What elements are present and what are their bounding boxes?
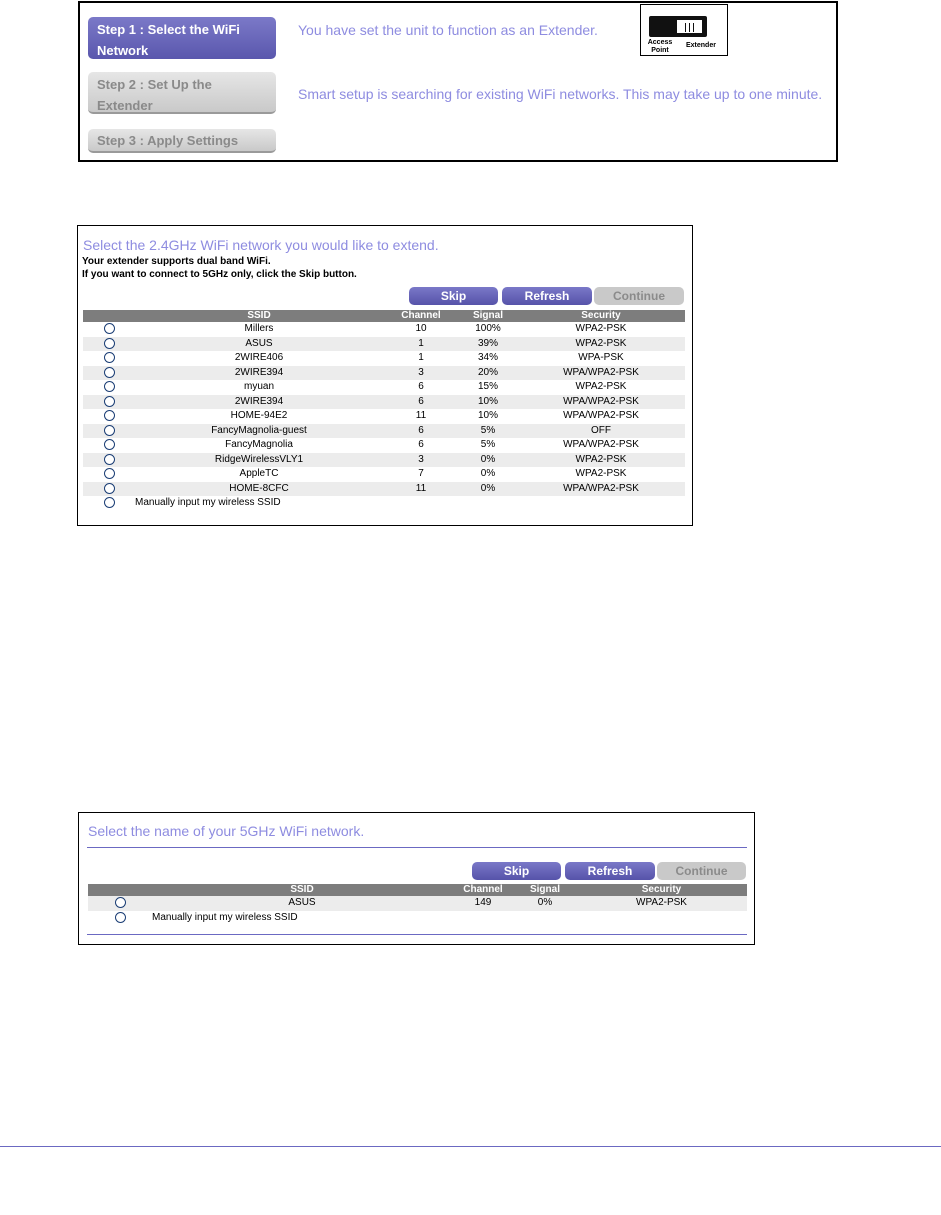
signal-cell: 34% <box>477 352 498 364</box>
signal-cell: 0% <box>480 468 496 480</box>
col-security: Security <box>576 884 747 896</box>
network-table-24ghz <box>83 310 685 511</box>
switch-label-access-point: Access Point <box>647 39 673 54</box>
radio-button[interactable] <box>104 439 115 450</box>
table-row[interactable] <box>83 366 685 381</box>
channel-cell: 3 <box>383 366 459 381</box>
table-row[interactable] <box>83 467 685 482</box>
signal-cell: 0% <box>459 482 517 497</box>
security-cell: WPA-PSK <box>578 352 624 364</box>
security-cell: WPA2-PSK <box>517 453 685 468</box>
panel-5-title: Select the name of your 5GHz WiFi network. <box>88 823 365 839</box>
ssid-cell: HOME-94E2 <box>230 410 288 422</box>
continue-button[interactable]: Continue <box>594 287 684 305</box>
radio-button[interactable] <box>104 410 115 421</box>
table-row[interactable] <box>83 482 685 497</box>
radio-button[interactable] <box>104 352 115 363</box>
channel-cell: 7 <box>418 468 424 480</box>
signal-cell: 10% <box>477 410 498 422</box>
col-channel: Channel <box>383 310 459 322</box>
table-row[interactable] <box>83 438 685 453</box>
channel-cell: 3 <box>383 453 459 468</box>
col-ssid: SSID <box>135 310 383 322</box>
ssid-cell: RidgeWirelessVLY1 <box>135 453 383 468</box>
divider <box>87 847 747 848</box>
radio-button[interactable] <box>104 454 115 465</box>
table-row[interactable] <box>83 395 685 410</box>
refresh-button[interactable]: Refresh <box>565 862 655 880</box>
ssid-cell: myuan <box>243 381 274 393</box>
skip-button[interactable]: Skip <box>472 862 561 880</box>
radio-button[interactable] <box>104 497 115 508</box>
col-signal: Signal <box>514 884 576 896</box>
security-cell: WPA/WPA2-PSK <box>517 395 685 410</box>
ssid-cell: HOME-8CFC <box>135 482 383 497</box>
panel-24-title: Select the 2.4GHz WiFi network you would like to extend. <box>83 237 439 253</box>
radio-button[interactable] <box>104 367 115 378</box>
security-cell: WPA2-PSK <box>575 468 627 480</box>
table-row[interactable] <box>88 896 747 911</box>
security-cell: WPA2-PSK <box>517 337 685 352</box>
security-cell: WPA/WPA2-PSK <box>517 366 685 381</box>
radio-button[interactable] <box>115 897 126 908</box>
table-row[interactable] <box>83 380 685 395</box>
channel-cell: 11 <box>383 482 459 497</box>
ssid-cell: 2WIRE394 <box>135 395 383 410</box>
signal-cell: 5% <box>480 439 496 451</box>
channel-cell: 6 <box>418 381 424 393</box>
table-header <box>83 310 685 322</box>
channel-cell: 149 <box>452 896 514 911</box>
ssid-cell: FancyMagnolia <box>225 439 293 451</box>
channel-cell: 6 <box>383 424 459 439</box>
setup-steps-panel <box>78 1 838 162</box>
ssid-cell: FancyMagnolia-guest <box>135 424 383 439</box>
ssid-cell: AppleTC <box>239 468 279 480</box>
channel-cell: 1 <box>383 337 459 352</box>
footer-divider <box>0 1146 941 1147</box>
security-cell: WPA2-PSK <box>576 896 747 911</box>
step-3-button[interactable] <box>88 129 276 153</box>
mode-switch-image <box>640 4 728 56</box>
table-row[interactable] <box>83 409 685 424</box>
radio-button[interactable] <box>115 912 126 923</box>
skip-note: If you want to connect to 5GHz only, click the Skip button. <box>82 269 357 280</box>
channel-cell: 1 <box>418 352 424 364</box>
table-row[interactable] <box>83 453 685 468</box>
security-cell: WPA2-PSK <box>575 323 627 335</box>
signal-cell: 100% <box>475 323 501 335</box>
col-signal: Signal <box>459 310 517 322</box>
ssid-cell: 2WIRE406 <box>234 352 284 364</box>
channel-cell: 11 <box>415 410 427 422</box>
col-ssid: SSID <box>152 884 452 896</box>
ssid-cell: Millers <box>244 323 274 335</box>
security-cell: WPA/WPA2-PSK <box>563 439 639 451</box>
step-2-button[interactable] <box>88 72 276 114</box>
step-3-label: Step 3 : Apply Settings <box>97 133 239 148</box>
signal-cell: 0% <box>459 453 517 468</box>
security-cell: WPA/WPA2-PSK <box>563 410 639 422</box>
channel-cell: 6 <box>383 395 459 410</box>
signal-cell: 15% <box>477 381 498 393</box>
refresh-button[interactable]: Refresh <box>502 287 592 305</box>
radio-button[interactable] <box>104 468 115 479</box>
band-5ghz-panel <box>78 812 755 945</box>
signal-cell: 5% <box>459 424 517 439</box>
channel-cell: 10 <box>415 323 427 335</box>
radio-button[interactable] <box>104 323 115 334</box>
table-row[interactable] <box>83 337 685 352</box>
radio-button[interactable] <box>104 381 115 392</box>
ssid-cell: ASUS <box>152 896 452 911</box>
step-1-label-line2: Network <box>97 43 149 58</box>
signal-cell: 0% <box>514 896 576 911</box>
radio-button[interactable] <box>104 338 115 349</box>
divider <box>87 934 747 935</box>
continue-button[interactable]: Continue <box>657 862 746 880</box>
table-row[interactable] <box>83 351 685 366</box>
manual-ssid-row[interactable] <box>83 496 685 511</box>
table-row[interactable] <box>83 424 685 439</box>
step-2-label-line2: Extender <box>97 98 153 113</box>
mode-message: You have set the unit to function as an Extender. <box>298 22 598 38</box>
signal-cell: 10% <box>459 395 517 410</box>
band-24ghz-panel <box>77 225 693 526</box>
step-1-label-line1: Step 1 : Select the WiFi <box>97 22 240 37</box>
signal-cell: 39% <box>459 337 517 352</box>
step-2-label-line1: Step 2 : Set Up the <box>97 77 212 92</box>
manual-ssid-label: Manually input my wireless SSID <box>135 497 281 509</box>
table-header <box>88 884 747 896</box>
signal-cell: 20% <box>459 366 517 381</box>
skip-button[interactable]: Skip <box>409 287 498 305</box>
switch-knob <box>676 19 703 34</box>
ssid-cell: 2WIRE394 <box>135 366 383 381</box>
step-1-button[interactable] <box>88 17 276 59</box>
switch-label-extender: Extender <box>686 42 716 49</box>
table-row[interactable] <box>83 322 685 337</box>
manual-ssid-row[interactable] <box>88 911 747 926</box>
manual-ssid-label: Manually input my wireless SSID <box>152 911 298 923</box>
channel-cell: 6 <box>418 439 424 451</box>
col-security: Security <box>517 310 685 322</box>
search-message: Smart setup is searching for existing WiFi networks. This may take up to one minute. <box>298 86 823 102</box>
network-table-5ghz <box>88 884 747 925</box>
col-channel: Channel <box>452 884 514 896</box>
ssid-cell: ASUS <box>135 337 383 352</box>
radio-button[interactable] <box>104 425 115 436</box>
security-cell: OFF <box>517 424 685 439</box>
switch-icon <box>649 16 707 37</box>
security-cell: WPA2-PSK <box>575 381 627 393</box>
security-cell: WPA/WPA2-PSK <box>517 482 685 497</box>
radio-button[interactable] <box>104 483 115 494</box>
dual-band-note: Your extender supports dual band WiFi. <box>82 256 271 267</box>
radio-button[interactable] <box>104 396 115 407</box>
